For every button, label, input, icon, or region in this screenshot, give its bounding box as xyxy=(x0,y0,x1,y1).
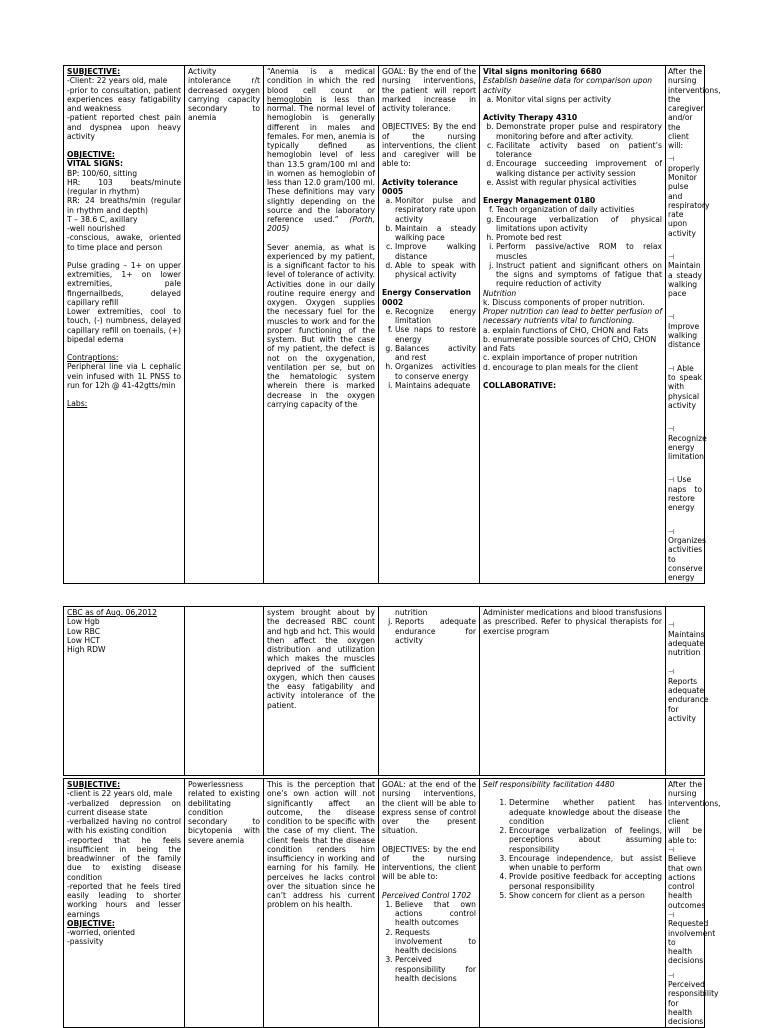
objectives-text: OBJECTIVES: by the end of the nursing interventions, the client will be able to: xyxy=(382,844,476,882)
evaluation-item: ⊣ Use naps to restore energy xyxy=(668,475,702,513)
lab-result: High RDW xyxy=(67,645,106,654)
intervention-list xyxy=(483,95,662,104)
outcome-item: a. Monitor pulse and respiratory rate upon activity xyxy=(395,196,476,224)
intervention-item: i. Perform passive/active ROM to relax muscles xyxy=(496,242,662,261)
assessment-cell xyxy=(64,779,185,1028)
intervention-heading: Vital signs monitoring 6680 xyxy=(483,67,602,76)
evaluation-cell xyxy=(666,779,721,1028)
lab-result: Low Hgb xyxy=(67,617,100,627)
intervention-item: e. Assist with regular physical activities xyxy=(496,178,662,187)
subjective-line: -reported that he feels insufficient in being the breadwinner of the family due to existing disease condition xyxy=(67,835,181,882)
cbc-heading: CBC as of Aug. 06,2012 xyxy=(67,608,157,617)
labs-cell xyxy=(64,607,185,776)
outcome-list xyxy=(382,617,476,645)
objective-heading: OBJECTIVE: xyxy=(67,150,115,159)
subjective-line: -client is 22 years old, male xyxy=(67,789,173,799)
labs-heading: Labs: xyxy=(67,399,88,408)
intervention-item: 1. Determine whether patient has adequate knowledge about the disease condition xyxy=(509,798,662,826)
objective-line: -worried, oriented xyxy=(67,928,135,937)
vital-line: -well nourished xyxy=(67,224,126,233)
outcome-item: 2. Requests involvement to health decisions xyxy=(395,928,476,956)
evaluation-item: ⊣properly Monitor pulse and respiratory rate upon activity xyxy=(668,155,710,238)
evaluation-item: ⊣Maintains adequate nutrition xyxy=(668,621,705,658)
intervention-cell xyxy=(480,66,666,584)
goal-text: GOAL: By the end of the nursing interventions, the patient will report marked increase in activity tolerance. xyxy=(382,67,476,113)
diagnosis-cell: Powerlessness related to existing debilitating condition secondary to bicytopenia with severe anemia xyxy=(185,779,264,1028)
inference-cell xyxy=(264,66,379,584)
subjective-line: -reported that he feels tired easily leading to shorter working hours and lesser earnings xyxy=(67,881,181,919)
care-plan-table-activity-intolerance xyxy=(63,65,721,584)
intervention-item: g. Encourage verbalization of physical limitations upon activity xyxy=(496,215,662,234)
outcome-item: d. Able to speak with physical activity xyxy=(395,261,476,280)
vital-line: -conscious, awake, oriented to time place and person xyxy=(67,233,181,252)
assessment-cell xyxy=(64,66,185,584)
intervention-item: 2. Encourage verbalization of feelings, perceptions about assuming responsibility xyxy=(509,826,662,854)
outcome-item: g. Balances activity and rest xyxy=(395,344,476,363)
subjective-line: -prior to consultation, patient experiences easy fatigability and weakness xyxy=(67,85,181,113)
rationale-text: Establish baseline data for comparison upon activity xyxy=(483,76,653,95)
intervention-cell xyxy=(480,779,666,1028)
inference-paragraph: Sever anemia, as what is experienced by my patient, is a significant factor to his level of tolerance of activity. Activities done in our daily routine require energy and oxygen. Oxygen supplies the necessary fuel for the muscles to work and for the proper functioning of the system. But with the case of my patient, the defect is not on the oxygenation, ventilation per se, but on the hematologic system wherein there is marked decrease in the oxygen carrying capacity of the xyxy=(267,242,375,409)
diagnosis-cell-empty xyxy=(185,607,264,776)
intervention-list xyxy=(483,798,662,900)
vital-line: HR: 103 beats/minute (regular in rhythm) xyxy=(67,177,181,196)
collaborative-text: Administer medications and blood transfusions as prescribed. Refer to physical therapists for exercise program xyxy=(480,607,666,776)
outcome-item: e. Recognize energy limitation xyxy=(395,307,476,326)
vital-signs-heading: VITAL SIGNS: xyxy=(67,159,124,169)
evaluation-item: ⊣Improve walking distance xyxy=(668,313,701,350)
outcome-item: 3. Perceived responsibility for health decisions xyxy=(395,955,476,983)
nutrition-heading: Nutrition xyxy=(483,288,517,298)
outcome-list xyxy=(382,307,476,390)
hemoglobin-link[interactable]: hemoglobin xyxy=(267,94,312,104)
evaluation-item: ⊣ Able to speak with physical activity xyxy=(668,363,702,410)
collaborative-heading: COLLABORATIVE: xyxy=(483,380,557,390)
intervention-list xyxy=(483,122,662,187)
rationale-text: Proper nutrition can lead to better perfusion of necessary nutrients vital to functioning. xyxy=(483,307,662,326)
contraptions-heading: Contraptions: xyxy=(67,353,119,362)
evaluation-intro: After the nursing interventions, the caregiver and/or the client will: xyxy=(668,67,721,150)
intervention-heading: Activity Therapy 4310 xyxy=(483,113,578,122)
outcome-item: b. Maintain a steady walking pace xyxy=(395,224,476,243)
evaluation-continuation xyxy=(666,607,709,776)
intervention-heading: Self responsibility facilitation 4480 xyxy=(483,780,615,789)
objectives-text: OBJECTIVES: By the end of the nursing interventions, the client and caregiver will be able to: xyxy=(382,122,476,169)
evaluation-item: ⊣Believe that own actions control health outcomes xyxy=(668,845,706,910)
subjective-line: -patient reported chest pain and dyspnea upon heavy activity xyxy=(67,113,181,141)
outcome-item: h. Organizes activities to conserve energy xyxy=(395,362,476,381)
intervention-heading: Energy Management 0180 xyxy=(483,196,596,205)
evaluation-item: ⊣Perceived responsibility for health decisions xyxy=(668,971,719,1027)
evaluation-item: ⊣Recognize energy limitation xyxy=(668,425,707,462)
outcome-heading: Energy Conservation 0002 xyxy=(382,288,472,307)
outcome-list xyxy=(382,196,476,279)
outcome-list xyxy=(382,900,476,983)
subjective-heading: SUBJECTIVE: xyxy=(67,780,121,789)
checkmark-icon: ⊣ xyxy=(668,971,675,980)
subjective-line: -verbalized depression on current disease state xyxy=(67,798,181,817)
diagnosis-cell: Activity intolerance r/t decreased oxygen carrying capacity secondary to anemia xyxy=(185,66,264,584)
intervention-item: 3. Encourage independence, but assist when unable to perform xyxy=(509,854,662,873)
inference-text: “Anemia is a medical condition in which the red blood cell count or xyxy=(267,67,375,95)
checkmark-icon: ⊣ xyxy=(668,668,675,677)
intervention-item: a. Monitor vital signs per activity xyxy=(496,95,662,104)
outcome-item: f. Use naps to restore energy xyxy=(395,325,476,344)
checkmark-icon: ⊣ xyxy=(668,621,675,629)
intervention-list xyxy=(483,205,662,288)
planning-continuation xyxy=(379,607,480,776)
inference-paragraph xyxy=(267,67,375,234)
intervention-item: b. Demonstrate proper pulse and respiratory monitoring before and after activity. xyxy=(496,122,662,141)
evaluation-item: ⊣Requested involvement to health decisions xyxy=(668,910,716,966)
outcome-item: j. Reports adequate endurance for activity xyxy=(395,617,476,645)
vital-line: T – 38.6 C, axillary xyxy=(67,214,138,224)
checkmark-icon: ⊣ xyxy=(668,425,675,434)
citation: (Porth, 2005) xyxy=(267,215,375,234)
checkmark-icon: ⊣ xyxy=(668,476,675,485)
checkmark-icon: ⊣ xyxy=(668,252,675,261)
evaluation-item: ⊣Maintain a steady walking pace xyxy=(668,252,702,299)
intervention-item: c. Facilitate activity based on patient’s tolerance xyxy=(496,141,662,160)
outcome-heading: Perceived Control 1702 xyxy=(382,890,472,900)
intervention-item: j. Instruct patient and significant others on the signs and symptoms of fatigue that require reduction of activity xyxy=(496,261,662,289)
objective-heading: OBJECTIVE: xyxy=(67,918,115,928)
vital-line: RR: 24 breaths/min (regular in rhythm and depth) xyxy=(67,196,181,215)
subjective-heading: SUBJECTIVE: xyxy=(67,67,121,76)
nutrition-item: k. Discuss components of proper nutrition. xyxy=(483,297,645,307)
nutrition-item: d. encourage to plan meals for the client xyxy=(483,362,639,372)
intervention-item: d. Encourage succeeding improvement of walking distance per activity session xyxy=(496,159,662,178)
outcome-item: i. Maintains adequate xyxy=(395,381,476,390)
inference-continuation: system brought about by the decreased RBC count and hgb and hct. This would then affect the oxygen distribution and utilization which makes the muscles deprived of the sufficient oxygen, which then causes the easy fatigability and activity intolerance of the patient. xyxy=(264,607,379,776)
nutrition-item: b. enumerate possible sources of CHO, CHON and Fats xyxy=(483,334,657,353)
inference-text: is less than normal. The normal level of hemoglobin is generally different in males and females. For men, anemia is typically defined as hemoglobin level of less than 13.5 gram/100 ml and in women as hemoglobin of less than 12.0 gram/100 ml. These definitions may vary slightly depending on the source and the laboratory reference used.” xyxy=(267,94,375,224)
care-plan-table-powerlessness xyxy=(63,778,721,1028)
subjective-line: -verbalized having no control with his existing condition xyxy=(67,817,181,836)
outcome-continuation: nutrition xyxy=(395,608,428,617)
nutrition-item: a. explain functions of CHO, CHON and Fats xyxy=(483,325,649,335)
lower-extremities: Lower extremities, cool to touch, (-) numbness, delayed capillary refill on toenails, (+) bipedal edema xyxy=(67,307,181,344)
objective-line: -passivity xyxy=(67,937,104,947)
goal-text: GOAL: at the end of the nursing interventions, the client will be able to express sense of control over the present situation. xyxy=(382,780,476,836)
outcome-heading: Activity tolerance 0005 xyxy=(382,177,458,196)
pulse-grading: Pulse grading – 1+ on upper extremities, 1+ on lower extremities, pale fingernailbeds, delayed capillary refill xyxy=(67,260,181,307)
subjective-line: -Client: 22 years old, male xyxy=(67,76,168,86)
lab-result: Low RBC xyxy=(67,626,101,636)
checkmark-icon: ⊣ xyxy=(668,910,675,919)
intervention-item: f. Teach organization of daily activities xyxy=(496,205,662,214)
checkmark-icon: ⊣ xyxy=(668,313,675,322)
planning-cell xyxy=(379,779,480,1028)
checkmark-icon: ⊣ xyxy=(668,364,675,373)
inference-cell: This is the perception that one’s own action will not significantly affect an outcome, the disease condition to be specific with the case of my client. The client feels that the disease condition renders him insufficiency in working and earning for his family. He perceives he lacks control over the situation since he can’t address his current problem on his health. xyxy=(264,779,379,1028)
evaluation-item: ⊣Reports adequate endurance for activity xyxy=(668,668,709,723)
evaluation-intro: After the nursing interventions, the client will be able to: xyxy=(668,780,721,845)
intervention-item: 4. Provide positive feedback for accepting personal responsibility xyxy=(509,872,662,891)
checkmark-icon: ⊣ xyxy=(668,155,675,164)
evaluation-item: ⊣Organizes activities to conserve energy xyxy=(668,527,706,583)
outcome-item: c. Improve walking distance xyxy=(395,242,476,261)
checkmark-icon: ⊣ xyxy=(668,845,675,854)
vital-line: BP: 100/60, sitting xyxy=(67,168,138,178)
lab-result: Low HCT xyxy=(67,635,101,645)
outcome-item: 1. Believe that own actions control health outcomes xyxy=(395,900,476,928)
intervention-item: h. Promote bed rest xyxy=(496,233,662,242)
evaluation-cell xyxy=(666,66,721,584)
care-plan-table-continuation xyxy=(63,606,709,776)
contraptions-text: Peripheral line via L cephalic vein infused with 1L PNSS to run for 12h @ 41-42gtts/min xyxy=(67,362,181,390)
checkmark-icon: ⊣ xyxy=(668,527,675,536)
intervention-item: 5. Show concern for client as a person xyxy=(509,891,662,900)
nutrition-item: c. explain importance of proper nutrition xyxy=(483,353,638,363)
planning-cell xyxy=(379,66,480,584)
